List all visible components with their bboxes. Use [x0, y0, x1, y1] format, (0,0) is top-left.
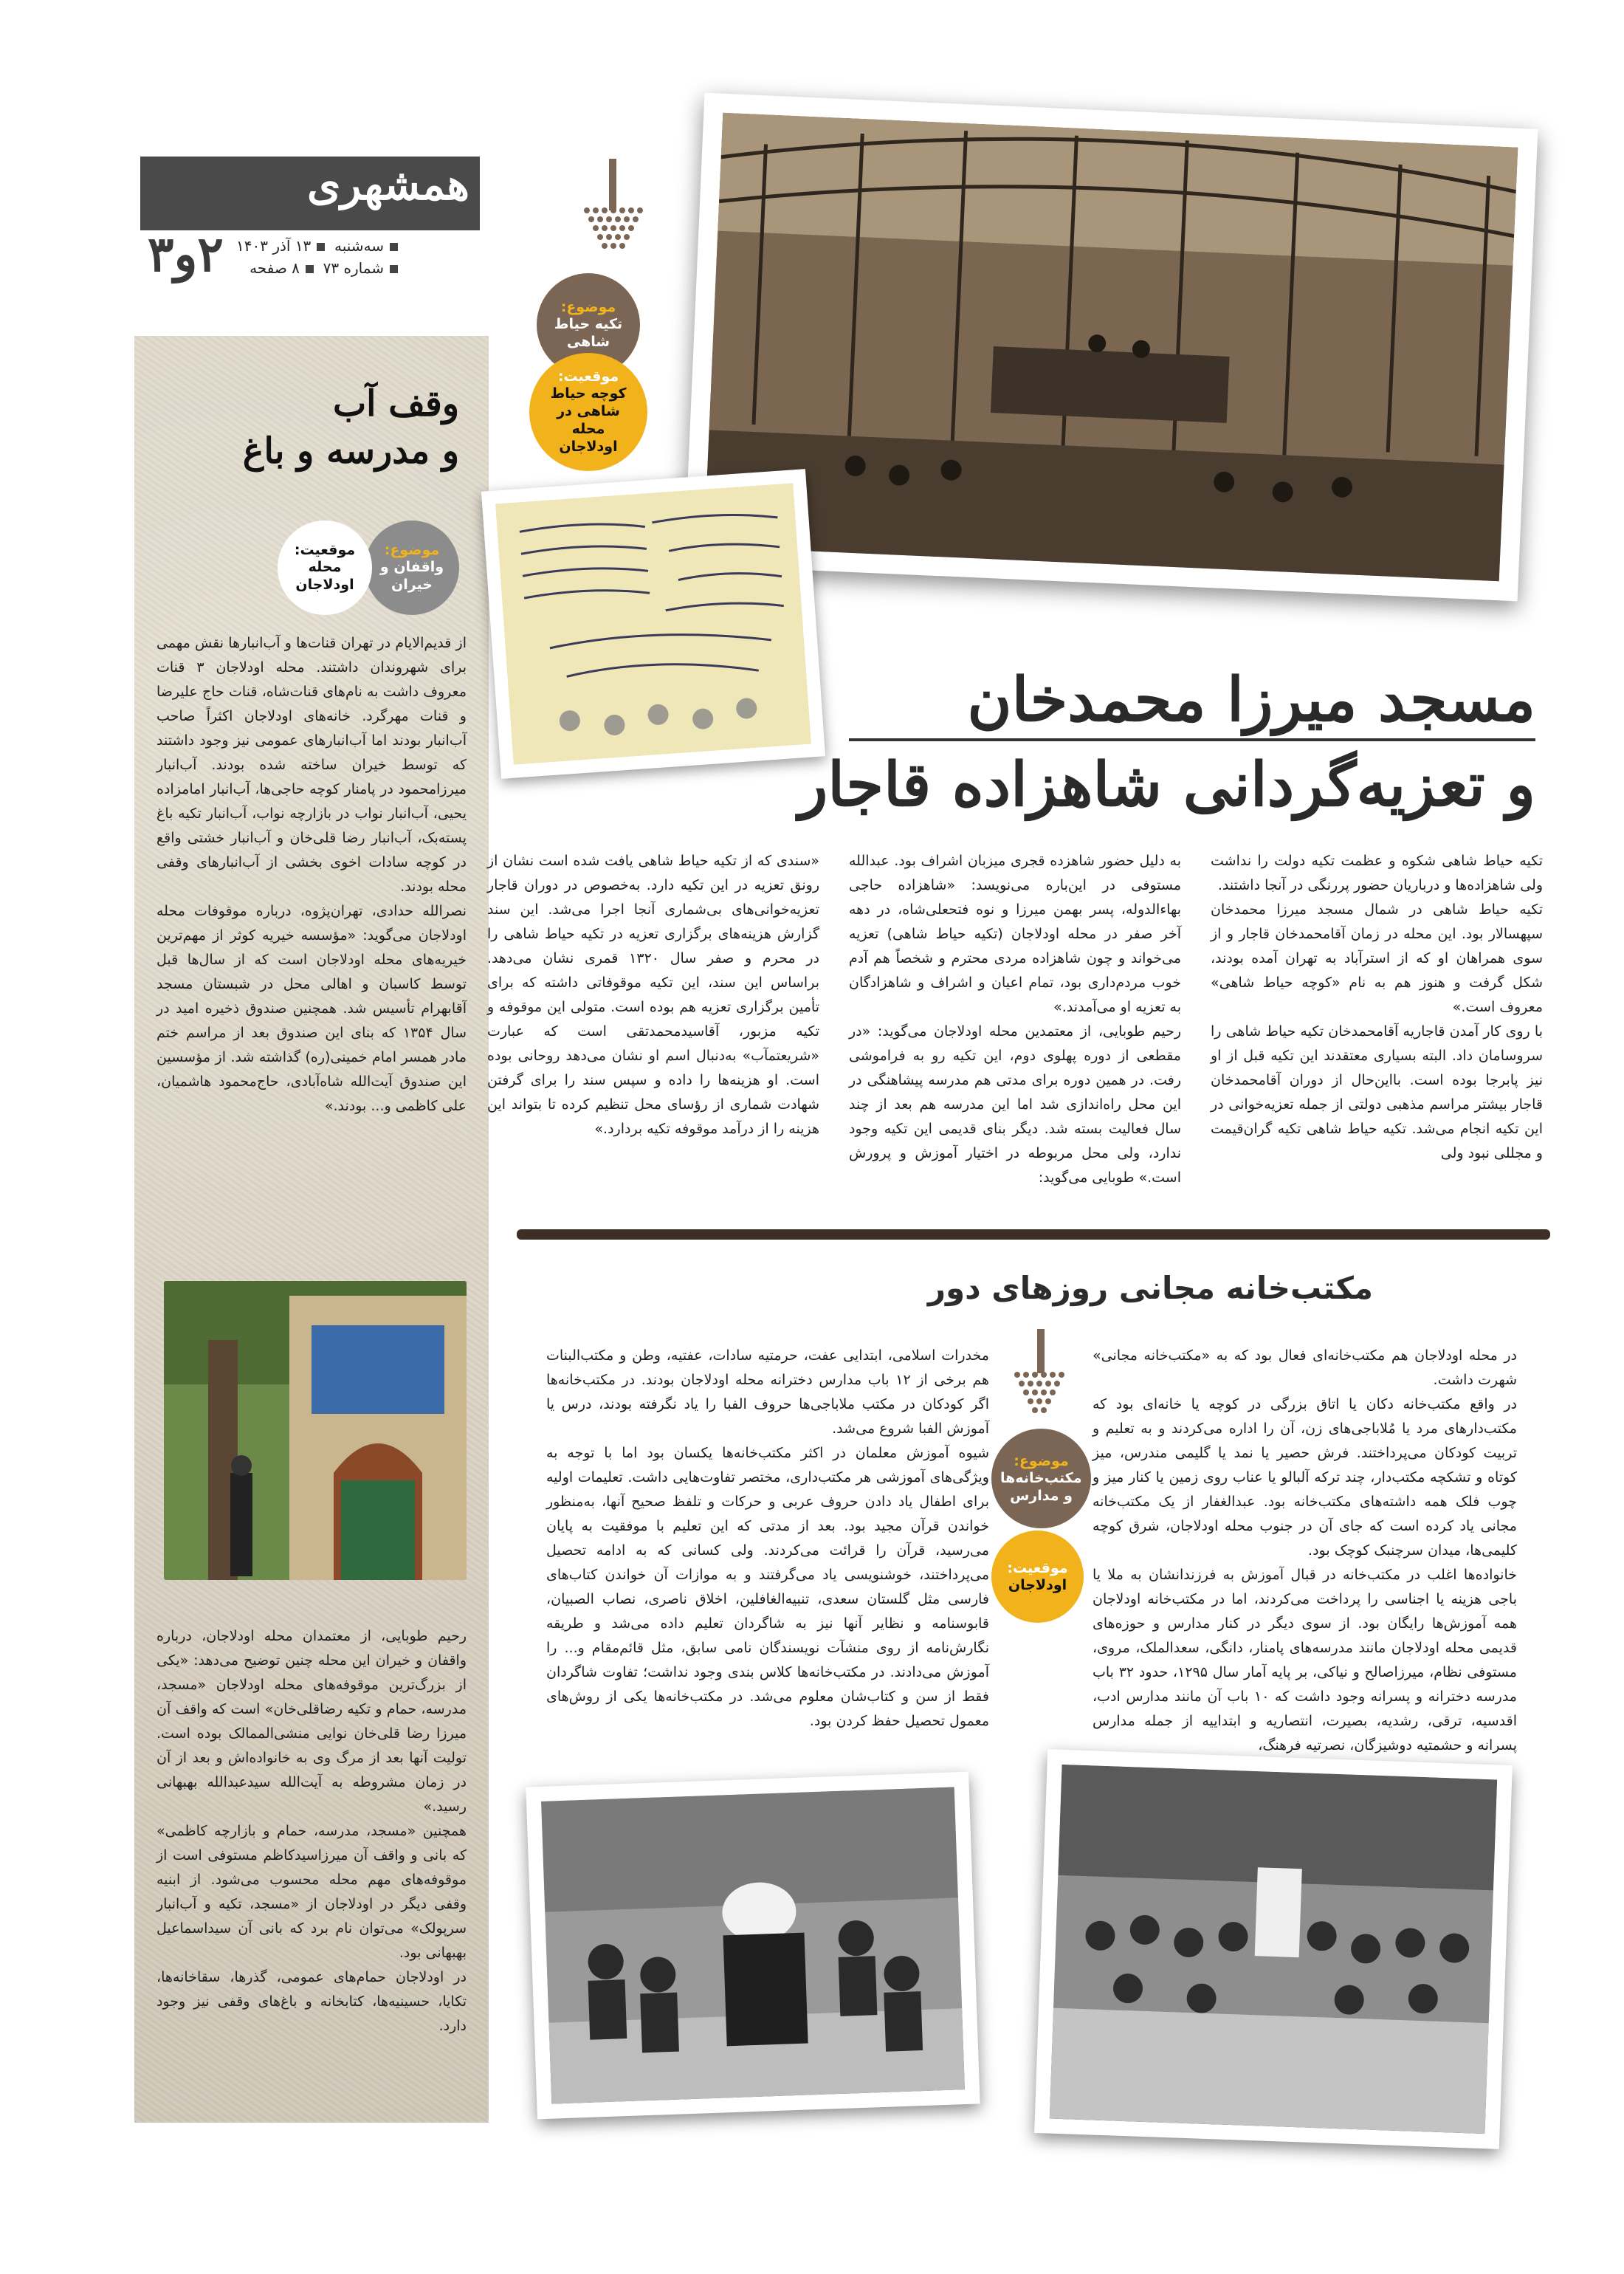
bullet-square-icon [306, 265, 314, 273]
takiyeh-document-photo [481, 469, 825, 779]
bullet-square-icon [317, 243, 325, 251]
article1-title-line2: و تعزیه‌گردانی شاهزاده قاجار [798, 749, 1535, 820]
section-divider [517, 1229, 1550, 1240]
sidebar-topic-badge: موضوع: واقفان و خیران [365, 521, 459, 615]
article1-column-middle: به دلیل حضور شاهزده قجری میزبان اشراف بود. عبدالله مستوفی در این‌باره می‌نویسد: «شاهزاده حاجی بهاءالدوله، پسر بهمن میرزا و نوه فتحعلی‌شاه، در دهه آخر صفر در محله اودلاجان (تکیه حیاط شاهی) تعزیه می‌خواند و چون شاهزاده مردی محترم و شخصاً هم آدم خوب مردم‌داری بود، تمام اعیان و اشراف و شاهزادگان به تعزیه او می‌آمدند.» رحیم طوبایی، از معتمدین محله اودلاجان می‌گوید: «در مقطعی از دوره پهلوی دوم، این تکیه رو به فراموشی رفت. در همین دوره برای مدتی هم مدرسه پیشاهنگی در این محل راه‌اندازی شد اما این مدرسه هم بعد از چند سال فعالیت بسته شد. دیگر بنای قدیمی این تکیه وجود ندارد، ولی محل مربوطه در اختیار آموزش و پرورش است.» طوبایی می‌گوید: [849, 853, 1181, 1186]
sidebar-title: وقف آب و مدرسه و باغ [242, 383, 459, 472]
takiyeh-interior-image [704, 113, 1518, 581]
takiyeh-historical-photo [684, 93, 1538, 602]
article2-column-right: در محله اودلاجان هم مکتب‌خانه‌ای فعال بود که به «مکتب‌خانه مجانی» شهرت داشت. در واقع مکتب‌خانه دکان یا اتاق بزرگی در کوچه یا خانه‌ای بود که مکتب‌دارهای مرد یا مُلاباجی‌های زن، آن را اداره می‌کردند و به تعلیم و تربیت کودکان می‌پرداختند. فرش حصیر یا نمد یا گلیمی مندرس، میز کوتاه و تشکچه مکتب‌دار، چند ترکه آلبالو یا عناب روی زمین یا کنار میز و چوب فلک همه داشته‌های مکتب‌خانه بود. عبدالغفار از یک مکتب‌خانه مجانی یاد کرده است که جای آن در جنوب محله اودلاجان، شرق کوچه کلیمی‌ها، میدان سرچنبک کوچک بود. خانواده‌ها اغلب در مکتب‌خانه در قبال آموزش به فرزندانشان به ملا یا باجی هزینه یا اجناسی را پرداخت می‌کردند، اما در مکتب‌خانه اودلاجان همه آموزش‌ها رایگان بود. از سوی دیگر در کنار مدارس و حوزه‌های قدیمی محله اودلاجان مانند مدرسه‌های پامنار، دانگی، سعدالملک، مروی، مستوفی نظام، میرزاصالح و نیاکی، بر پایه آمار سال ۱۲۹۵، حدود ۳۲ باب مدرسه دخترانه و پسرانه وجود داشت که ۱۰ باب آن مانند مدارس ادب، اقدسیه، ترقی، رشدیه، بصیرت، انتصاریه و ابتداییه از جمله مدارس پسرانه و حشمتیه دوشیزگان، نصرتیه فرهنگ، [1093, 1347, 1517, 1753]
sidebar-body-top: از قدیم‌الایام در تهران قنات‌ها و آب‌انبارها نقش مهمی برای شهروندان داشتند. محله اودلاجان ۳ قنات معروف داشت به نام‌های قنات‌شاه، قنات حاج علیرضا و قنات مهرگرد. خانه‌های اودلاجان اکثراً صاحب آب‌انبار بودند اما آب‌انبارهای عمومی نیز وجود داشتند که توسط خیران ساخته شده بودند. آب‌انبار میرزامحمود در پامنار کوچه حاجی‌ها، آب‌انبار امامزاده یحیی، آب‌انبار نواب در بازارچه نواب، آب‌انبار تکیه باغ پسته‌بک، آب‌انبار رضا قلی‌خان و آب‌انبار خشتی واقع در کوچه سادات اخوی بخشی از آب‌انبارهای وقفی محله بودند. نصرالله حدادی، تهران‌پژوه، درباره موقوفات محله اودلاجان می‌گوید: «مؤسسه خیریه کوثر از مهم‌ترین خیریه‌های محله اودلاجان است که از سال‌ها قبل توسط کاسبان و اهالی محل در شبستان مسجد آقابهرام تأسیس شد. همچنین صندوق ذخیره امید در سال ۱۳۵۴ که بنای این صندوق بعد از مراسم ختم مادر همسر امام خمینی(ره) گذاشته شد. از مؤسسین این صندوق آیت‌الله شاه‌آبادی، حاج‌محمود هاشمیان، علی کاظمی و... بودند.» [156, 635, 467, 1114]
masthead-title: همشهری [307, 159, 469, 210]
sidebar-location-badge: موقعیت: محله اودلاجان [278, 521, 372, 615]
article1-location-badge: موقعیت: کوچه حیاط شاهی در محله اودلاجان [529, 353, 647, 471]
mosque-entrance-image [164, 1281, 467, 1580]
masthead-date-line: سه‌شنبه ۱۳ آذر ۱۴۰۳ [236, 235, 398, 257]
maktab-class-photo-right [1034, 1749, 1513, 2149]
maktab-teacher-students-image [541, 1787, 965, 2103]
article2-column-left: مخدرات اسلامی، ابتدایی عفت، حرمتیه سادات، عفتیه، وطن و مکتب‌البنات هم برخی از ۱۲ باب مدارس دخترانه محله اودلاجان بودند. در مکتب‌خانه‌ها اگر کودکان در مکتب ملاباجی‌ها حروف الفبا را یاد نگرفته بودند، درس یا آموزش الفبا شروع می‌شد. شیوه آموزش معلمان در اکثر مکتب‌خانه‌ها یکسان بود اما با توجه به ویژگی‌های آموزشی هر مکتب‌داری، مختصر تفاوت‌هایی داشت. تعلیمات اولیه برای اطفال یاد دادن حروف عربی و حرکات و تلفظ صحیح آنها، به‌منظور خواندن قرآن مجید بود. بعد از مدتی که این تعلیم با موفقیت به پایان می‌رسید، قرآن را قرائت می‌کردند. ولی کسانی که به ادامه تحصیل می‌پرداختند، خوشنویسی یاد می‌گرفتند و به موازات آن خواندن کتاب‌های فارسی مثل گلستان سعدی، تنبیه‌الغافلین، اخلاق ناصری، نصاب الصبیان، قابوسنامه و نظایر آنها نیز به شاگردان تعلیم داده می‌شد و طریقه نگارش‌نامه از روی منشآت نویسندگان نامی سابق، مثل قائم‌مقام و... را آموزش می‌دادند. در مکتب‌خانه‌ها کلاس بندی وجود نداشت؛ تفاوت شاگردان فقط از سن و کتاب‌شان معلوم می‌شد. در مکتب‌خانه‌ها یکی از روش‌های معمول تحصیل حفظ کردن بود. [546, 1347, 989, 1729]
article1-column-right: تکیه حیاط شاهی شکوه و عظمت تکیه دولت را نداشت ولی شاهزاده‌ها و درباریان حضور پررنگی در آنجا داشتند. تکیه حیاط شاهی در شمال مسجد میرزا محمدخان سپهسالار بود. این محله در زمان آقامحمدخان قاجار و از سوی همراهان او که از استرآباد به تهران آمده بودند، شکل گرفت و هنوز هم به نام «کوچه حیاط شاهی» معروف است.» با روی کار آمدن قاجاریه آقامحمدخان تکیه حیاط شاهی را سروسامان داد. البته بسیاری معتقدند این تکیه قبل از او نیز پابرجا بوده است. بااین‌حال از دوران آقامحمدخان قاجار بیشتر مراسم مذهبی دولتی از جمله تعزیه‌خوانی در این تکیه انجام می‌شد. تکیه حیاط شاهی تکیه گران‌قیمت و مجللی نبود ولی [1211, 853, 1543, 1161]
article2-location-badge: موقعیت: اودلاجان [991, 1531, 1084, 1623]
maktab-courtyard-students-image [1050, 1765, 1497, 2134]
masthead-meta [236, 235, 398, 279]
article2-title: مکتب‌خانه مجانی روزهای دور [927, 1270, 1373, 1306]
article1-column-left: «سندی که از تکیه حیاط شاهی یافت شده است نشان از رونق تعزیه در این تکیه دارد. به‌خصوص در دوران قاجار تعزیه‌خوانی‌های بی‌شماری آنجا اجرا می‌شد. این سند گزارش هزینه‌های برگزاری تعزیه در تکیه حیاط شاهی را در محرم و صفر سال ۱۳۲۰ قمری نشان می‌دهد. براساس این سند، این تکیه موقوفاتی داشته که برای تأمین برگزاری تعزیه هم بوده است. متولی این موقوفه و تکیه مزبور، آقاسیدمحمدتقی است که عبارت «شریعتمآب» به‌دنبال اسم او نشان می‌دهد روحانی بوده است. او هزینه‌ها را داده و سپس سند را برای گرفتن شهادت شماری از رؤسای محل تنظیم کرده تا بتواند این هزینه را از درآمد موقوفه تکیه بردارد.» [487, 853, 819, 1137]
maktab-class-photo-left [526, 1772, 980, 2120]
masthead-banner [140, 157, 480, 230]
mosque-photo [164, 1281, 467, 1580]
sidebar-body-bottom: رحیم طوبایی، از معتمدان محله اودلاجان، درباره واقفان و خیران این محله چنین توضیح می‌دهد: «یکی از بزرگ‌ترین موقوفه‌های محله اودلاجان «مسجد، مدرسه، حمام و تکیه رضاقلی‌خان» است که واقف آن میرزا رضا قلی‌خان نوایی منشی‌الممالک بوده است. تولیت آنها بعد از مرگ وی به خانواده‌اش و بعد از آن در زمان مشروطه به آیت‌الله سیدعبدالله بهبهانی رسید.» همچنین «مسجد، مدرسه، حمام و بازارچه کاظمی» که بانی و واقف آن میرزاسیدکاظم مستوفی است از موقوفه‌های مهم محله محسوب می‌شود. از ابنیه وقفی دیگر در اودلاجان از «مسجد، تکیه و آب‌انبار سرپولک» می‌توان نام برد که بانی آن سیداسماعیل بهبهانی بود. در اودلاجان حمام‌های عمومی، گذرها، سقاخانه‌ها، تکایا، حسینیه‌ها، کتابخانه و باغ‌های وقفی نیز وجود دارد. [156, 1628, 467, 2034]
handwritten-document-image [495, 483, 811, 764]
bullet-square-icon [390, 265, 398, 273]
title-underline [849, 738, 1535, 741]
article1-topic-badge: موضوع: تکیه حیاط شاهی [537, 273, 640, 377]
down-arrow-dots-icon [579, 159, 646, 255]
page-numbers: ۲و۳ [148, 225, 224, 283]
article1-title-line1: مسجد میرزا محمدخان [967, 664, 1535, 735]
sidebar-panel [134, 336, 489, 2123]
down-arrow-dots-icon [1011, 1329, 1070, 1418]
article2-topic-badge: موضوع: مکتب‌خانه‌ها و مدارس [991, 1429, 1091, 1528]
bullet-square-icon [390, 243, 398, 251]
masthead-issue-line: شماره ۷۳ ۸ صفحه [236, 257, 398, 279]
